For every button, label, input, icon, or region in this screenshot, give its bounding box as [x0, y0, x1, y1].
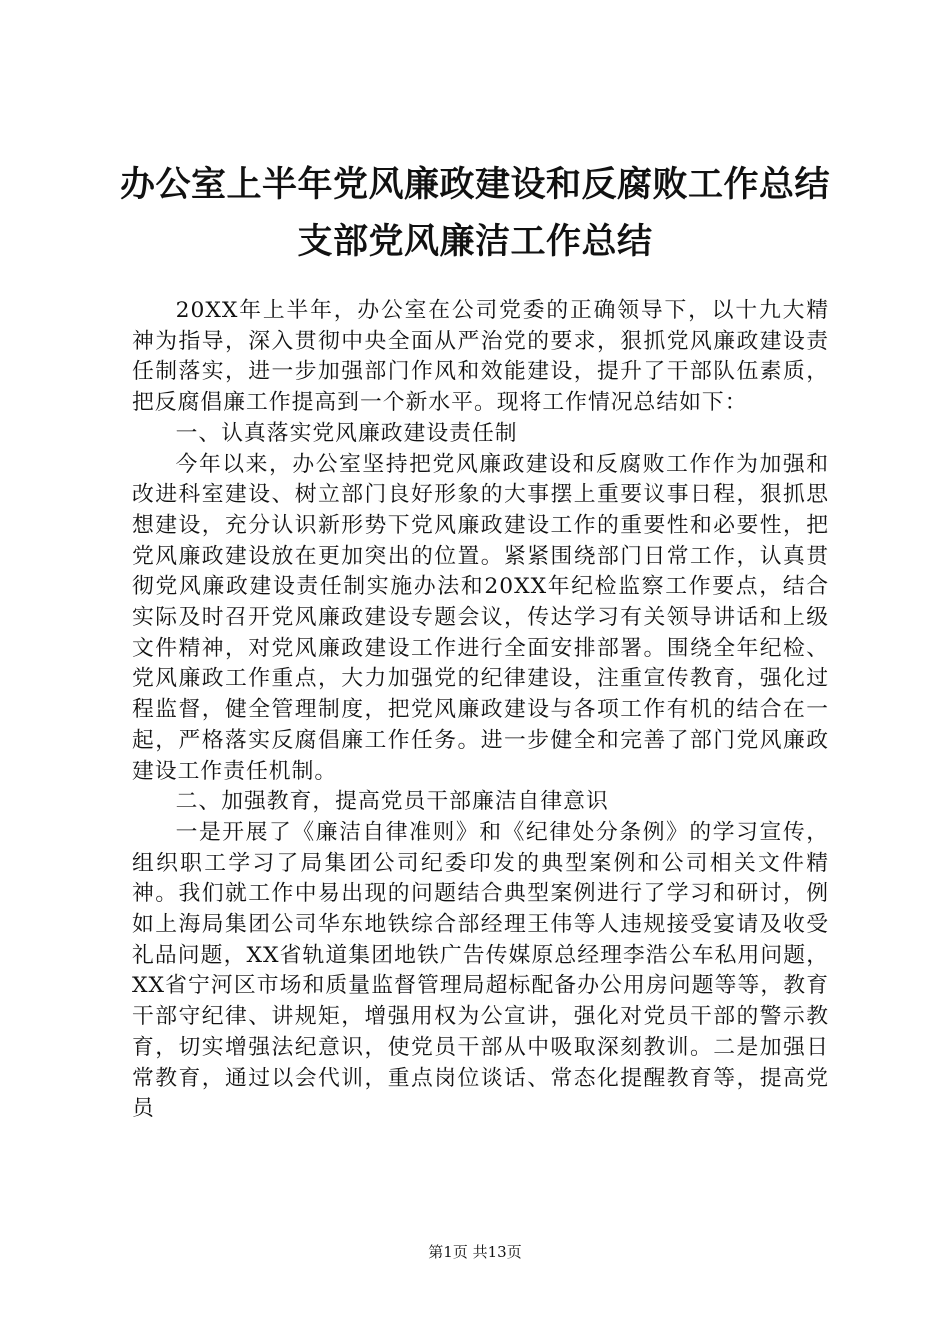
document-subtitle: 支部党风廉洁工作总结	[297, 221, 653, 262]
section-1-paragraph: 今年以来，办公室坚持把党风廉政建设和反腐败工作作为加强和改进科室建设、树立部门良好形象的大事摆上重要议事日程，狠抓思想建设，充分认识新形势下党风廉政建设工作的重要性和必要性，把党风廉政建设放在更加突出的位置。紧紧围绕部门日常工作，认真贯彻党风廉政建设责任制实施办法和20XX年纪检监察工作要点，结合实际及时召开党风廉政建设专题会议，传达学习有关领导讲话和上级文件精神，对党风廉政建设工作进行全面安排部署。围绕全年纪检、党风廉政工作重点，大力加强党的纪律建设，注重宣传教育，强化过程监督，健全管理制度，把党风廉政建设与各项工作有机的结合在一起，严格落实反腐倡廉工作任务。进一步健全和完善了部门党风廉政建设工作责任机制。	[132, 451, 829, 784]
section-heading-2: 二、加强教育，提高党员干部廉洁自律意识	[175, 789, 609, 815]
section-heading-1: 一、认真落实党风廉政建设责任制	[175, 420, 518, 446]
intro-paragraph: 20XX年上半年，办公室在公司党委的正确领导下，以十九大精神为指导，深入贯彻中央全面从严治党的要求，狠抓党风廉政建设责任制落实，进一步加强部门作风和效能建设，提升了干部队伍素质，把反腐倡廉工作提高到一个新水平。现将工作情况总结如下：	[132, 298, 829, 416]
document-title: 办公室上半年党风廉政建设和反腐败工作总结	[119, 164, 830, 205]
page-number-footer: 第1页 共13页	[428, 1243, 522, 1261]
section-2-paragraph: 一是开展了《廉洁自律准则》和《纪律处分条例》的学习宣传，组织职工学习了局集团公司纪委印发的典型案例和公司相关文件精神。我们就工作中易出现的问题结合典型案例进行了学习和研讨，例如上海局集团公司华东地铁综合部经理王伟等人违规接受宴请及收受礼品问题，XX省轨道集团地铁广告传媒原总经理李浩公车私用问题，XX省宁河区市场和质量监督管理局超标配备办公用房问题等等，教育干部守纪律、讲规矩，增强用权为公宣讲，强化对党员干部的警示教育，切实增强法纪意识，使党员干部从中吸取深刻教训。二是加强日常教育，通过以会代训，重点岗位谈话、常态化提醒教育等，提高党员	[132, 819, 829, 1122]
document-body	[132, 296, 829, 1125]
